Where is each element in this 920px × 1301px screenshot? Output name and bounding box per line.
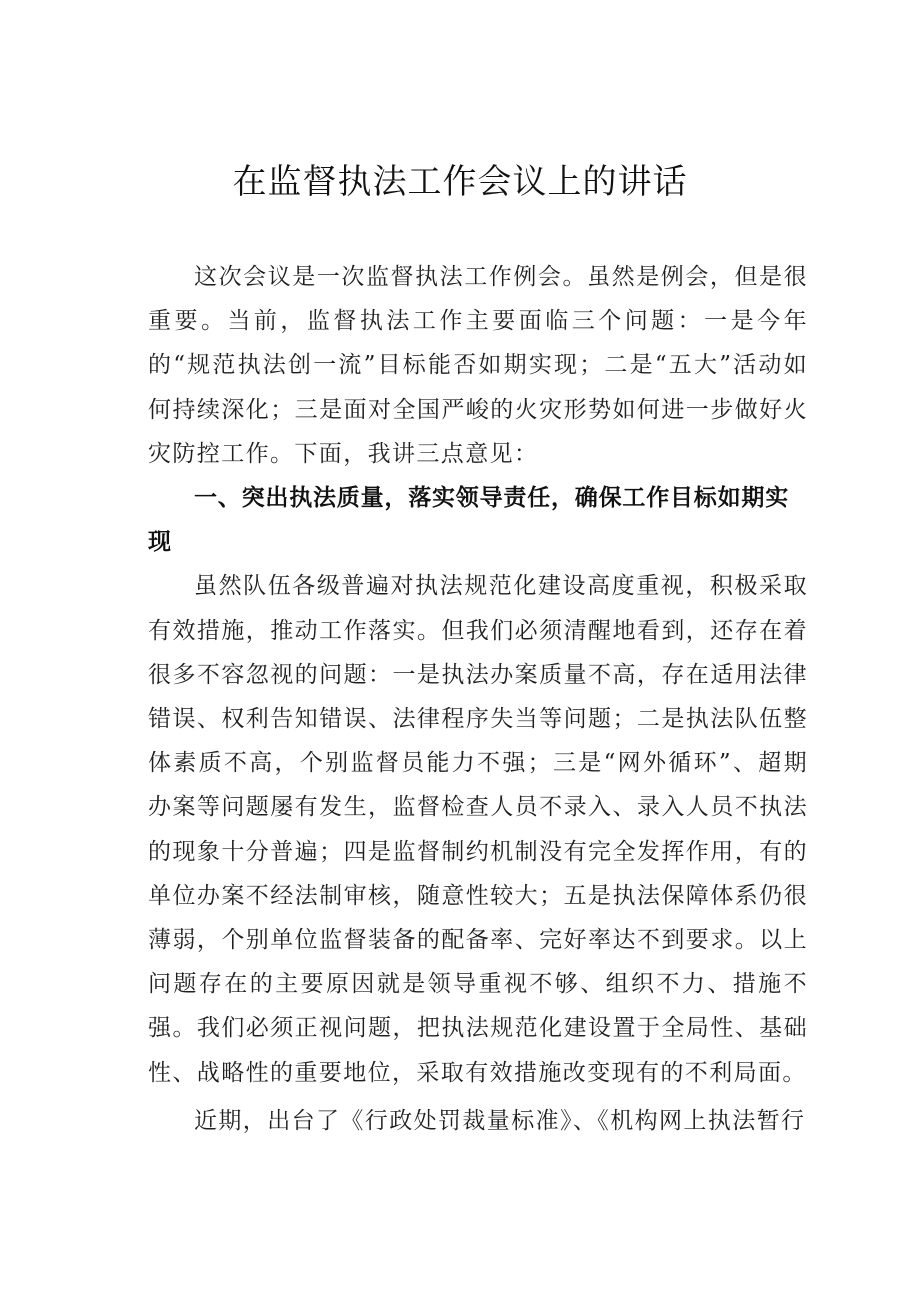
intro-paragraph: 这次会议是一次监督执法工作例会。虽然是例会，但是很重要。当前，监督执法工作主要面临三个问题：一是今年的“规范执法创一流”目标能否如期实现；二是“五大”活动如何持续深化；三是面对全国严峻的火灾形势如何进一步做好火灾防控工作。下面，我讲三点意见： <box>148 264 808 467</box>
section-1-paragraph: 虽然队伍各级普遍对执法规范化建设高度重视，积极采取有效措施，推动工作落实。但我们必须清醒地看到，还存在着很多不容忽视的问题：一是执法办案质量不高，存在适用法律错误、权利告知错误、法律程序失当等问题；二是执法队伍整体素质不高，个别监督员能力不强；三是“网外循环”、超期办案等问题屡有发生，监督检查人员不录入、录入人员不执法的现象十分普遍；四是监督制约机制没有完全发挥作用，有的单位办案不经法制审核，随意性较大；五是执法保障体系仍很薄弱，个别单位监督装备的配备率、完好率达不到要求。以上问题存在的主要原因就是领导重视不够、组织不力、措施不强。我们必须正视问题，把执法规范化建设置于全局性、基础性、战略性的重要地位，采取有效措施改变现有的不利局面。 <box>148 573 808 1086</box>
section-heading-1: 一、突出执法质量，落实领导责任，确保工作目标如期实现 <box>148 485 789 556</box>
section-1-paragraph-continued: 近期，出台了《行政处罚裁量标准》、《机构网上执法暂行 <box>194 1107 806 1134</box>
document-body <box>148 255 808 1143</box>
document-title: 在监督执法工作会议上的讲话 <box>232 162 688 202</box>
